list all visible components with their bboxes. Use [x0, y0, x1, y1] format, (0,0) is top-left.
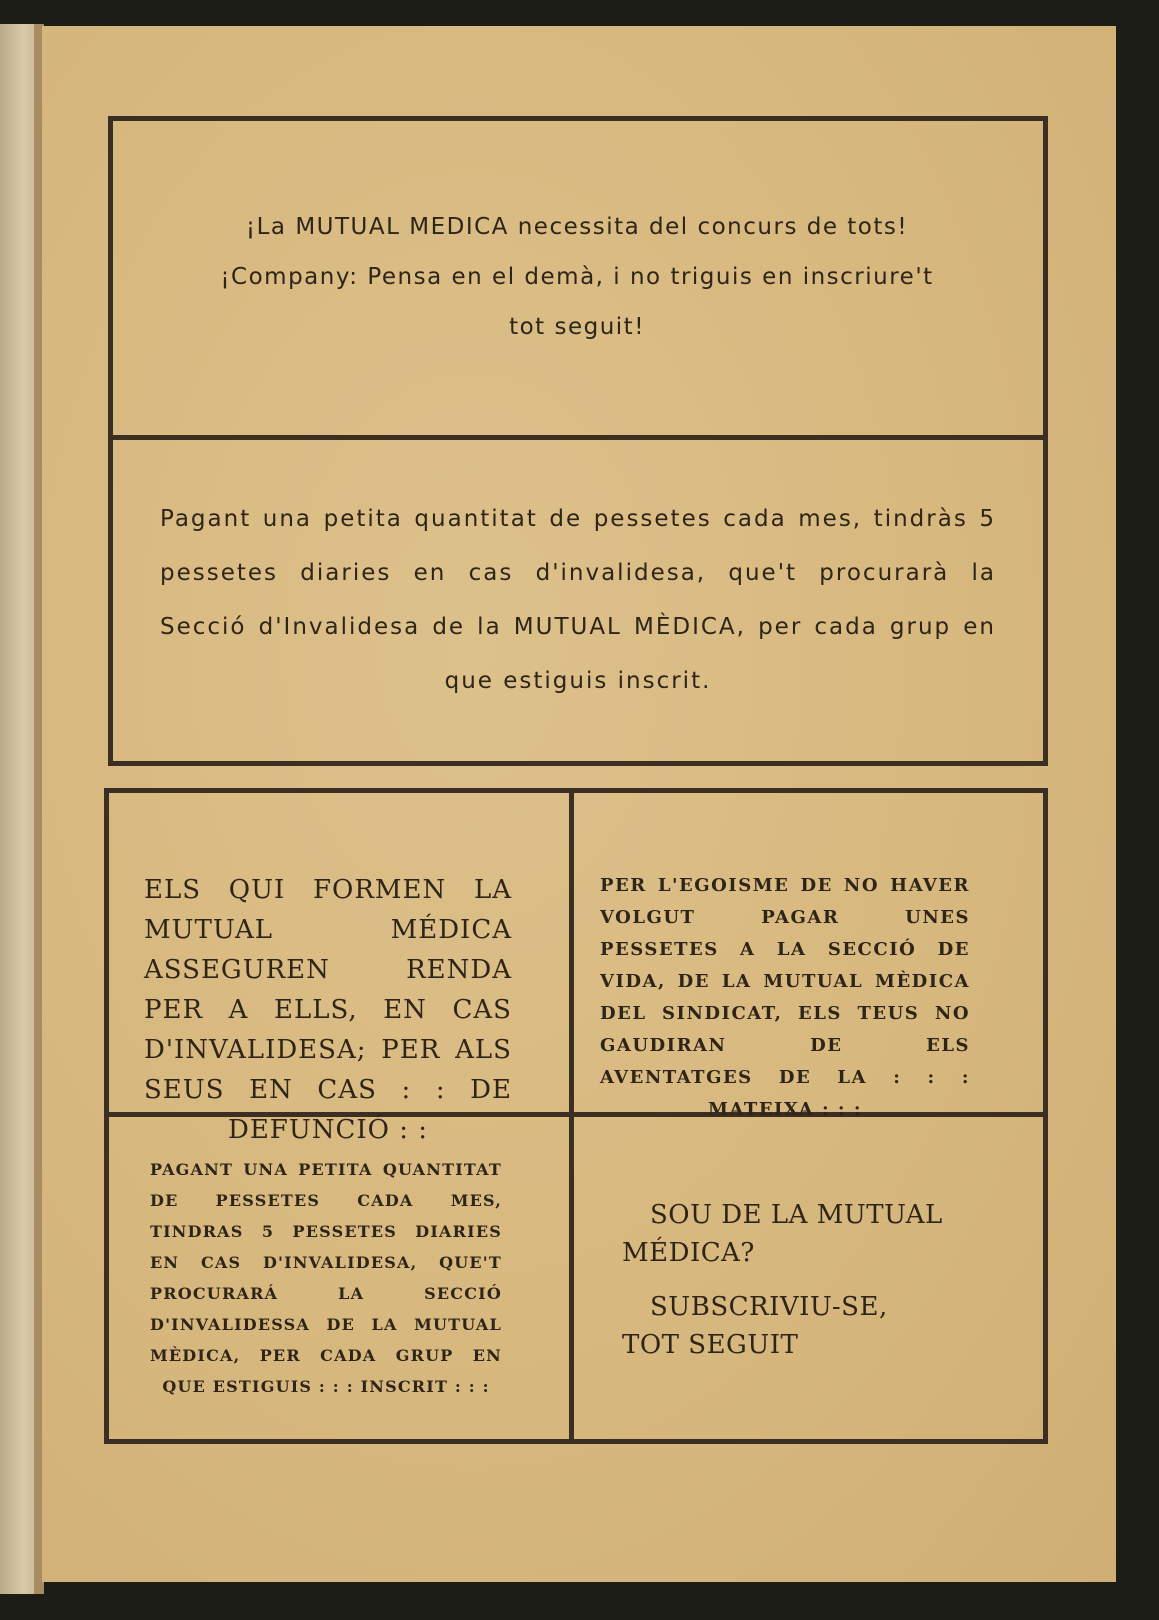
page	[42, 26, 1116, 1582]
cell-bottom-left: PAGANT UNA PETITA QUANTITAT DE PESSETES CADA MES, TINDRAS 5 PESSETES DIARIES EN CAS D'INVALIDESA, QUE'T PROCURARÁ LA SECCIÓ D'INVALIDESSA DE LA MUTUAL MÈDICA, PER CADA GRUP EN QUE ESTIGUIS : : : INSCRIT : : :	[150, 1160, 502, 1396]
membership-question: SOU DE LA MUTUAL MÉDICA?	[622, 1200, 943, 1268]
announcement-line-2: ¡Company: Pensa en el demà, i no triguis en inscriure't	[220, 264, 934, 290]
subscribe-call: SUBSCRIVIU-SE, TOT SEGUIT	[622, 1292, 888, 1360]
announcement-divider	[108, 435, 1048, 440]
cell-top-right: PER L'EGOISME DE NO HAVER VOLGUT PAGAR UNES PESSETES A LA SECCIÓ DE VIDA, DE LA MUTUAL MÈDICA DEL SINDICAT, ELS TEUS NO GAUDIRAN DE ELS AVENTATGES DE LA : : : MATEIXA : : :	[600, 875, 970, 1120]
invalidity-notice: Pagant una petita quantitat de pessetes cada mes, tindràs 5 pessetes diaries en cas d'invalidesa, que't procurarà la Secció d'Invalidesa de la MUTUAL MÈDICA, per cada grup en que estiguis inscrit.	[160, 506, 996, 694]
cell-top-left: ELS QUI FORMEN LA MUTUAL MÉDICA ASSEGUREN RENDA PER A ELLS, EN CAS D'INVALIDESA; PER ALS SEUS EN CAS : : DE DEFUNCIÓ : :	[144, 875, 512, 1145]
cell-bottom-right	[622, 1196, 952, 1364]
announcement-text	[152, 202, 1002, 352]
announcement-line-3: tot seguit!	[509, 314, 645, 340]
announcement-line-1: ¡La MUTUAL MEDICA necessita del concurs de tots!	[245, 214, 909, 240]
